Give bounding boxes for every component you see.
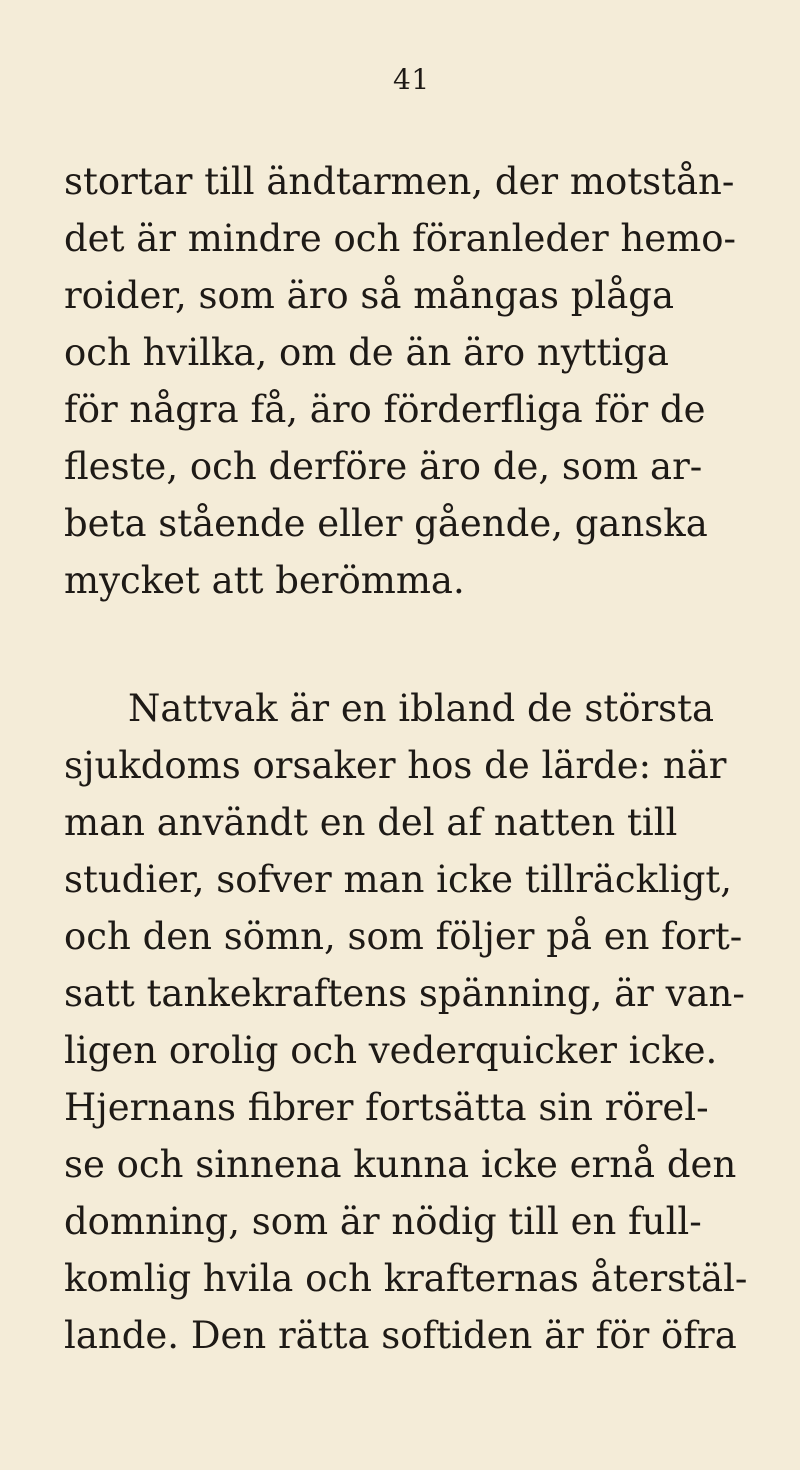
text-line: fleste, och derföre äro de, som ar- [64, 445, 703, 488]
text-line: stortar till ändtarmen, der motstån- [64, 160, 735, 203]
text-line: mycket att berömma. [64, 559, 465, 602]
text-line: det är mindre och föranleder hemo- [64, 217, 736, 260]
text-line: se och sinnena kunna icke ernå den [64, 1143, 737, 1186]
text-line: ligen orolig och vederquicker icke. [64, 1029, 718, 1072]
text-line: domning, som är nödig till en full- [64, 1200, 702, 1243]
text-line: beta stående eller gående, ganska [64, 502, 708, 545]
paragraph-2 [64, 680, 754, 1364]
text-line: och hvilka, om de än äro nyttiga [64, 331, 669, 374]
text-line: komlig hvila och krafternas återstäl- [64, 1257, 748, 1300]
text-line: sjukdoms orsaker hos de lärde: när [64, 744, 727, 787]
text-line: man användt en del af natten till [64, 801, 678, 844]
text-line: och den sömn, som följer på en fort- [64, 915, 743, 958]
page-number: 41 [393, 63, 430, 96]
text-line: lande. Den rätta softiden är för öfra [64, 1314, 737, 1357]
text-line: satt tankekraftens spänning, är van- [64, 972, 745, 1015]
paragraph-1 [64, 153, 754, 609]
text-line: för några få, äro förderfliga för de [64, 388, 706, 431]
text-line: studier, sofver man icke tillräckligt, [64, 858, 733, 901]
text-line: roider, som äro så mångas plåga [64, 274, 675, 317]
text-line: Hjernans fibrer fortsätta sin rörel- [64, 1086, 709, 1129]
text-line: Nattvak är en ibland de största [128, 687, 715, 730]
